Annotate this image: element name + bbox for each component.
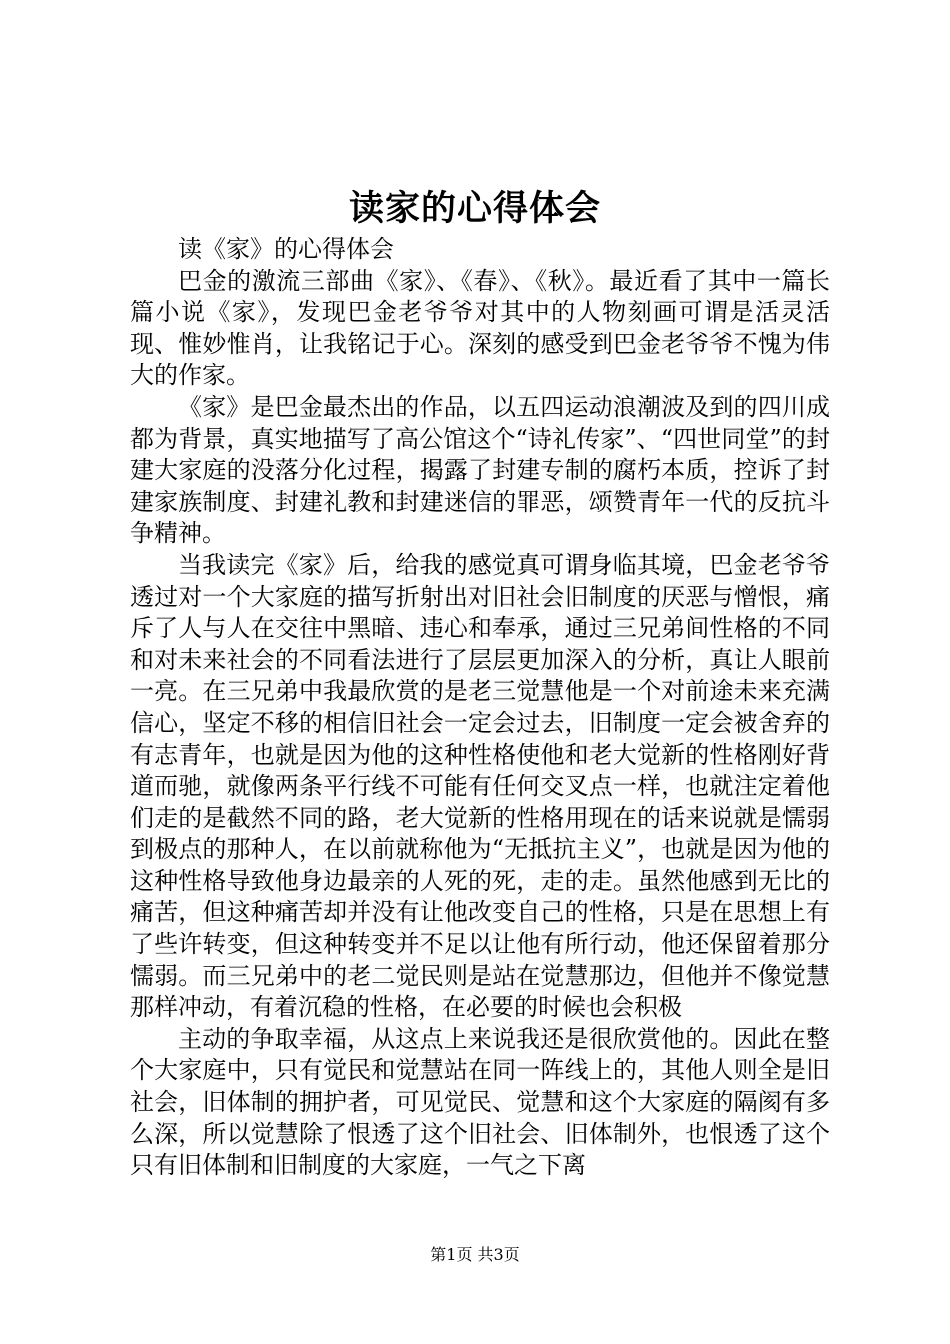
paragraph: 主动的争取幸福，从这点上来说我还是很欣赏他的。因此在整个大家庭中，只有觉民和觉慧站在同一阵线上的，其他人则全是旧社会，旧体制的拥护者，可见觉民、觉慧和这个大家庭的隔阂有多么深，所以觉慧除了恨透了这个旧社会、旧体制外，也恨透了这个只有旧体制和旧制度的大家庭，一气之下离 — [130, 1024, 830, 1180]
page-footer: 第1页 共3页 — [430, 1245, 520, 1264]
paragraph: 读《家》的心得体会 — [178, 235, 394, 263]
paragraph: 巴金的激流三部曲《家》、《春》、《秋》。最近看了其中一篇长篇小说《家》，发现巴金老爷爷对其中的人物刻画可谓是活灵活现、惟妙惟肖，让我铭记于心。深刻的感受到巴金老爷爷不愧为伟大的作家。 — [130, 266, 830, 390]
document-title: 读家的心得体会 — [348, 188, 601, 229]
document-body — [130, 234, 830, 1182]
paragraph: 《家》是巴金最杰出的作品，以五四运动浪潮波及到的四川成都为背景，真实地描写了高公馆这个“诗礼传家”、“四世同堂”的封建大家庭的没落分化过程，揭露了封建专制的腐朽本质，控诉了封建家族制度、封建礼教和封建迷信的罪恶，颂赞青年一代的反抗斗争精神。 — [130, 392, 830, 548]
paragraph: 当我读完《家》后，给我的感觉真可谓身临其境，巴金老爷爷透过对一个大家庭的描写折射出对旧社会旧制度的厌恶与憎恨，痛斥了人与人在交往中黑暗、违心和奉承，通过三兄弟间性格的不同和对未来社会的不同看法进行了层层更加深入的分析，真让人眼前一亮。在三兄弟中我最欣赏的是老三觉慧他是一个对前途未来充满信心，坚定不移的相信旧社会一定会过去，旧制度一定会被舍弃的有志青年，也就是因为他的这种性格使他和老大觉新的性格刚好背道而驰，就像两条平行线不可能有任何交叉点一样，也就注定着他们走的是截然不同的路，老大觉新的性格用现在的话来说就是懦弱到极点的那种人，在以前就称他为“无抵抗主义”，也就是因为他的这种性格导致他身边最亲的人死的死，走的走。虽然他感到无比的痛苦，但这种痛苦却并没有让他改变自己的性格，只是在思想上有了些许转变，但这种转变并不足以让他有所行动，他还保留着那分懦弱。而三兄弟中的老二觉民则是站在觉慧那边，但他并不像觉慧那样冲动，有着沉稳的性格，在必要的时候也会积极 — [130, 550, 830, 1022]
